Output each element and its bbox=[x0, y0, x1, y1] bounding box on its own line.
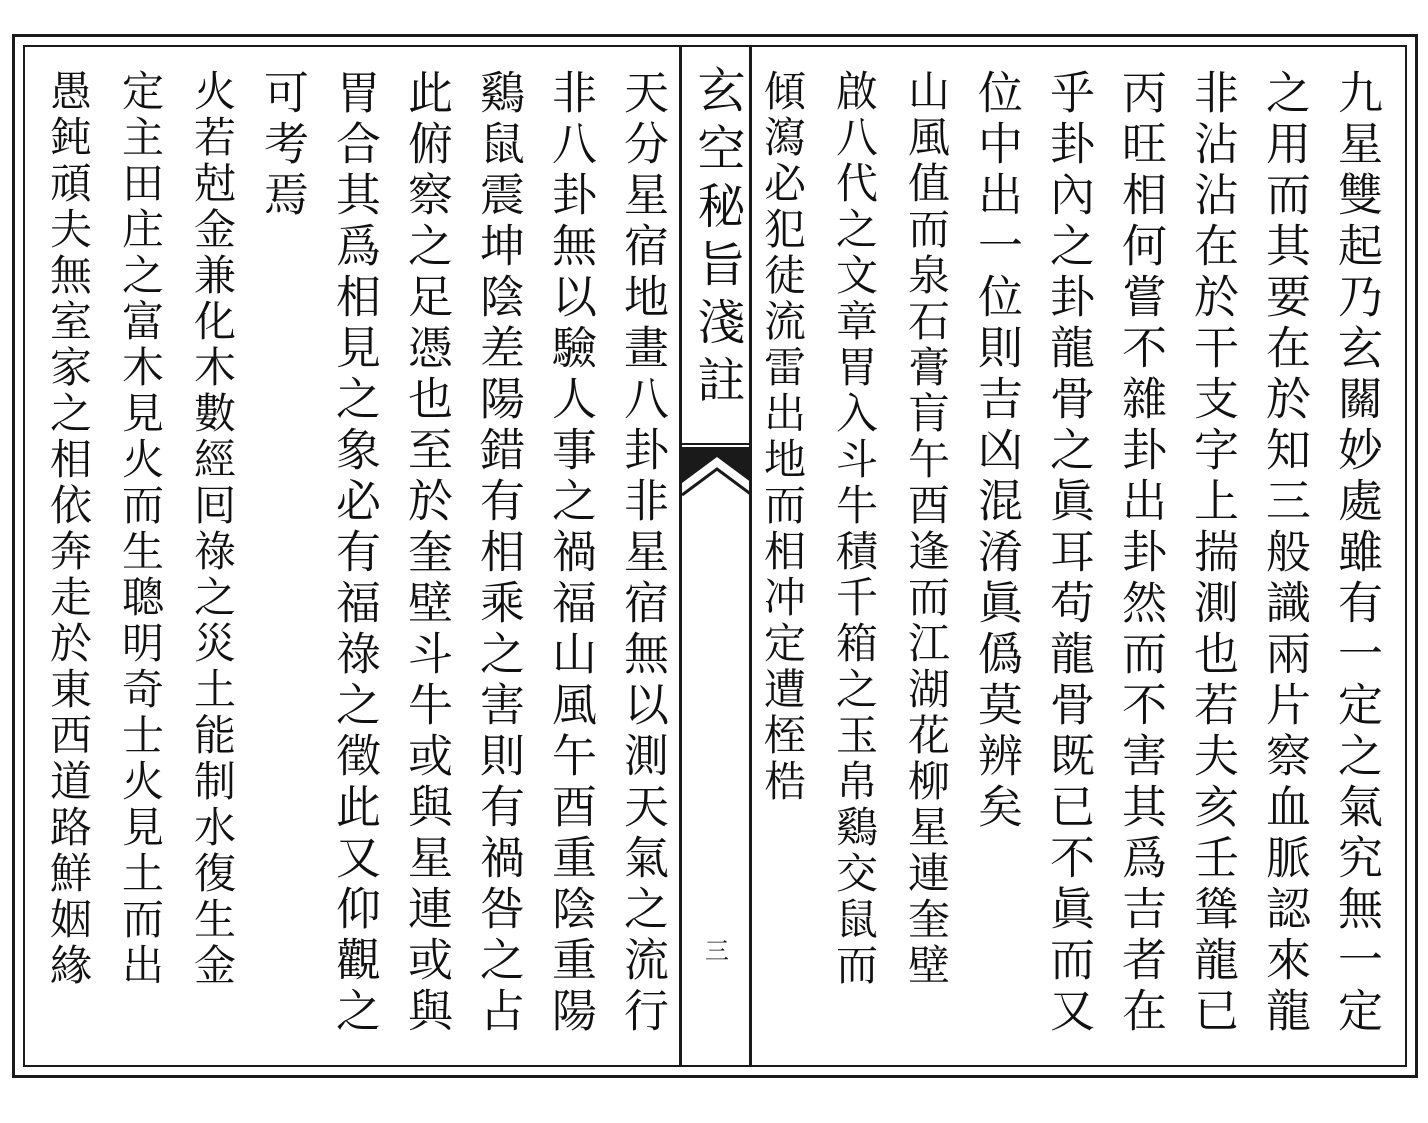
text-column: 胃合其爲相見之象必有福祿之徵此又仰觀之 bbox=[328, 69, 381, 1038]
text-column: 此俯察之足憑也至於奎壁斗牛或與星連或與 bbox=[400, 69, 453, 1038]
text-column: 可考焉 bbox=[256, 69, 309, 222]
page-number: 三 bbox=[705, 937, 729, 965]
text-column: 九星雙起乃玄關妙處雖有一定之氣究無一定 bbox=[1330, 69, 1383, 1038]
text-column: 火若尅金兼化木數經囘祿之災土能制水復生金 bbox=[188, 69, 237, 989]
gutter-title-text: 玄空秘旨淺註 bbox=[689, 65, 745, 413]
fish-tail-ornament bbox=[682, 447, 752, 517]
text-column: 之用而其要在於知三般識兩片察血脈認來龍 bbox=[1258, 69, 1311, 1038]
text-column: 非沾沾在於干支字上揣測也若夫亥壬聳龍已 bbox=[1186, 69, 1239, 1038]
gutter-rule bbox=[682, 443, 752, 445]
text-column: 位中出一位則吉凶混淆眞僞莫辨矣 bbox=[970, 69, 1023, 834]
text-column: 天分星宿地畫八卦非星宿無以測天氣之流行 bbox=[616, 69, 669, 1038]
left-page bbox=[25, 47, 679, 1065]
text-column: 山風值而泉石膏肓午酉逢而江湖花柳星連奎壁 bbox=[902, 69, 951, 989]
text-column: 鷄鼠震坤陰差陽錯有相乘之害則有禍咎之占 bbox=[472, 69, 525, 1038]
text-column: 定主田庄之富木見火而生聰明奇士火見土而出 bbox=[116, 69, 165, 989]
inner-frame bbox=[23, 45, 1407, 1067]
text-column: 傾瀉必犯徒流雷出地而相冲定遭桎梏 bbox=[758, 69, 807, 805]
text-column: 非八卦無以驗人事之禍福山風午酉重陰重陽 bbox=[544, 69, 597, 1038]
page-frame bbox=[12, 34, 1418, 1078]
gutter-title bbox=[682, 65, 752, 441]
text-column: 乎卦內之卦龍骨之眞耳苟龍骨既已不眞而又 bbox=[1042, 69, 1095, 1038]
text-column: 愚鈍頑夫無室家之相依奔走於東西道路鮮姻緣 bbox=[44, 69, 93, 989]
text-column: 丙旺相何嘗不雜卦出卦然而不害其爲吉者在 bbox=[1114, 69, 1167, 1038]
right-page bbox=[749, 47, 1405, 1065]
text-column: 啟八代之文章胃入斗牛積千箱之玉帛鷄交鼠而 bbox=[830, 69, 879, 989]
book-gutter bbox=[679, 47, 752, 1065]
